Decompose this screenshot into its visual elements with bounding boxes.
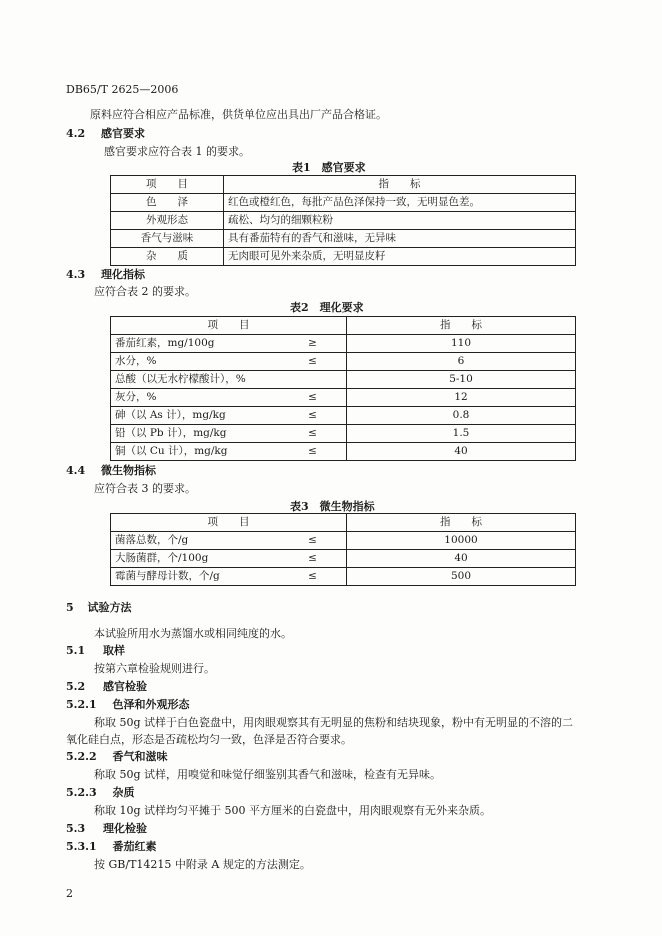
- section-5-3-1-heading: [66, 838, 156, 854]
- table-header-cell: 项 目: [111, 176, 224, 194]
- table-cell: 总酸（以无水柠檬酸计），%: [111, 371, 280, 389]
- table-row: [111, 248, 576, 266]
- section-title: 取样: [102, 644, 125, 657]
- section-number: 4.2: [66, 127, 86, 140]
- table-row: [111, 550, 576, 568]
- table-cell: 红色或橙红色，每批产品色泽保持一致，无明显色差。: [224, 194, 576, 212]
- table-row: [111, 230, 576, 248]
- section-5-1-text: 按第六章检验规则进行。: [94, 662, 215, 675]
- section-title: 杂质: [112, 786, 135, 799]
- section-5-2-2-text: 称取 50g 试样，用嗅觉和味觉仔细鉴别其香气和滋味，检查有无异味。: [94, 768, 442, 781]
- table-cell: 铜（以 Cu 计），mg/kg: [111, 443, 280, 461]
- table-row: [111, 407, 576, 425]
- section-4-2-text: 感官要求应符合表 1 的要求。: [104, 145, 250, 158]
- table-row: [111, 568, 576, 586]
- section-4-2-heading: [66, 125, 145, 141]
- section-5-heading: [66, 599, 132, 615]
- document-id: DB65/T 2625—2006: [66, 83, 179, 96]
- table-row: [111, 389, 576, 407]
- table-2-title: 表2 理化要求: [290, 301, 364, 314]
- table-row: [111, 532, 576, 550]
- table-header-cell: 指 标: [347, 514, 576, 532]
- table-cell: 5-10: [347, 371, 576, 389]
- table-cell: 110: [347, 335, 576, 353]
- section-title: 感官检验: [102, 680, 147, 693]
- table-row: [111, 194, 576, 212]
- section-number: 5.3: [66, 822, 86, 835]
- table-cell: 40: [347, 443, 576, 461]
- table-cell: 疏松、均匀的细颗粒粉: [224, 212, 576, 230]
- section-5-3-heading: [66, 820, 147, 836]
- section-number: 5.2.1: [66, 698, 97, 711]
- table-header-row: [111, 317, 576, 335]
- table-cell: 番茄红素，mg/100g: [111, 335, 280, 353]
- table-2-physicochemical: [110, 316, 576, 461]
- table-row: [111, 212, 576, 230]
- table-row: [111, 335, 576, 353]
- table-cell: 灰分，%: [111, 389, 280, 407]
- table-cell: 色 泽: [111, 194, 224, 212]
- table-cell: 12: [347, 389, 576, 407]
- table-cell-operator: ≤: [279, 407, 347, 425]
- table-cell: 40: [347, 550, 576, 568]
- table-cell: 香气与滋味: [111, 230, 224, 248]
- section-title: 理化指标: [100, 268, 145, 281]
- table-cell: 杂 质: [111, 248, 224, 266]
- table-cell-operator: ≥: [279, 335, 347, 353]
- section-4-3-heading: [66, 266, 145, 282]
- section-title: 微生物指标: [100, 464, 156, 477]
- table-header-cell: 项 目: [111, 514, 347, 532]
- table-cell: 大肠菌群，个/100g: [111, 550, 280, 568]
- table-cell: 铅（以 Pb 计），mg/kg: [111, 425, 280, 443]
- table-row: [111, 353, 576, 371]
- section-5-2-1-text-line1: 称取 50g 试样于白色瓷盘中，用肉眼观察其有无明显的焦粉和结块现象，粉中有无明显的不溶的二: [94, 716, 574, 729]
- section-5-2-1-text-line2: 氧化硅白点，形态是否疏松均匀一致，色泽是否符合要求。: [66, 733, 352, 746]
- section-5-3-1-text: 按 GB/T14215 中附录 A 规定的方法测定。: [94, 858, 311, 871]
- section-title: 色泽和外观形态: [112, 698, 190, 711]
- table-cell-operator: ≤: [279, 443, 347, 461]
- table-cell: 霉菌与酵母计数，个/g: [111, 568, 280, 586]
- section-title: 番茄红素: [112, 840, 157, 853]
- section-title: 感官要求: [100, 127, 145, 140]
- table-cell: 具有番茄特有的香气和滋味，无异味: [224, 230, 576, 248]
- section-5-2-3-text: 称取 10g 试样均匀平摊于 500 平方厘米的白瓷盘中，用肉眼观察有无外来杂质。: [94, 804, 492, 817]
- table-1-sensory: [110, 175, 576, 266]
- intro-line: 原料应符合相应产品标准，供货单位应出具出厂产品合格证。: [90, 108, 387, 121]
- table-cell: 砷（以 As 计），mg/kg: [111, 407, 280, 425]
- table-cell: 500: [347, 568, 576, 586]
- section-5-2-2-heading: [66, 748, 167, 764]
- section-number: 4.3: [66, 268, 86, 281]
- table-row: [111, 443, 576, 461]
- section-title: 香气和滋味: [112, 750, 168, 763]
- table-3-microbiological: [110, 513, 576, 586]
- table-1-title: 表1 感官要求: [292, 161, 366, 174]
- table-cell-operator: [279, 371, 347, 389]
- section-number: 5.2: [66, 680, 86, 693]
- section-number: 5: [66, 601, 74, 614]
- section-number: 5.1: [66, 644, 86, 657]
- table-row: [111, 371, 576, 389]
- table-cell-operator: ≤: [279, 389, 347, 407]
- table-cell: 水分，%: [111, 353, 280, 371]
- table-cell: 菌落总数，个/g: [111, 532, 280, 550]
- page-number: 2: [66, 887, 73, 900]
- table-header-cell: 指 标: [224, 176, 576, 194]
- table-row: [111, 425, 576, 443]
- table-cell-operator: ≤: [279, 425, 347, 443]
- section-number: 5.2.2: [66, 750, 97, 763]
- table-header-row: [111, 514, 576, 532]
- table-cell: 6: [347, 353, 576, 371]
- table-cell-operator: ≤: [279, 568, 347, 586]
- section-5-2-heading: [66, 678, 147, 694]
- table-3-title: 表3 微生物指标: [290, 500, 375, 513]
- section-number: 4.4: [66, 464, 86, 477]
- table-cell: 无肉眼可见外来杂质，无明显皮籽: [224, 248, 576, 266]
- table-header-cell: 指 标: [347, 317, 576, 335]
- table-cell-operator: ≤: [279, 532, 347, 550]
- section-5-1-heading: [66, 642, 125, 658]
- section-number: 5.2.3: [66, 786, 97, 799]
- section-4-4-text: 应符合表 3 的要求。: [94, 482, 196, 495]
- table-cell: 10000: [347, 532, 576, 550]
- table-header-cell: 项 目: [111, 317, 347, 335]
- section-title: 试验方法: [87, 601, 132, 614]
- table-header-row: [111, 176, 576, 194]
- section-5-text: 本试验所用水为蒸馏水或相同纯度的水。: [94, 627, 292, 640]
- section-5-2-1-heading: [66, 696, 189, 712]
- section-title: 理化检验: [102, 822, 147, 835]
- table-cell: 0.8: [347, 407, 576, 425]
- section-4-3-text: 应符合表 2 的要求。: [94, 285, 196, 298]
- section-number: 5.3.1: [66, 840, 97, 853]
- table-cell-operator: ≤: [279, 353, 347, 371]
- section-5-2-3-heading: [66, 784, 134, 800]
- section-4-4-heading: [66, 462, 156, 478]
- table-cell: 外观形态: [111, 212, 224, 230]
- table-cell: 1.5: [347, 425, 576, 443]
- table-cell-operator: ≤: [279, 550, 347, 568]
